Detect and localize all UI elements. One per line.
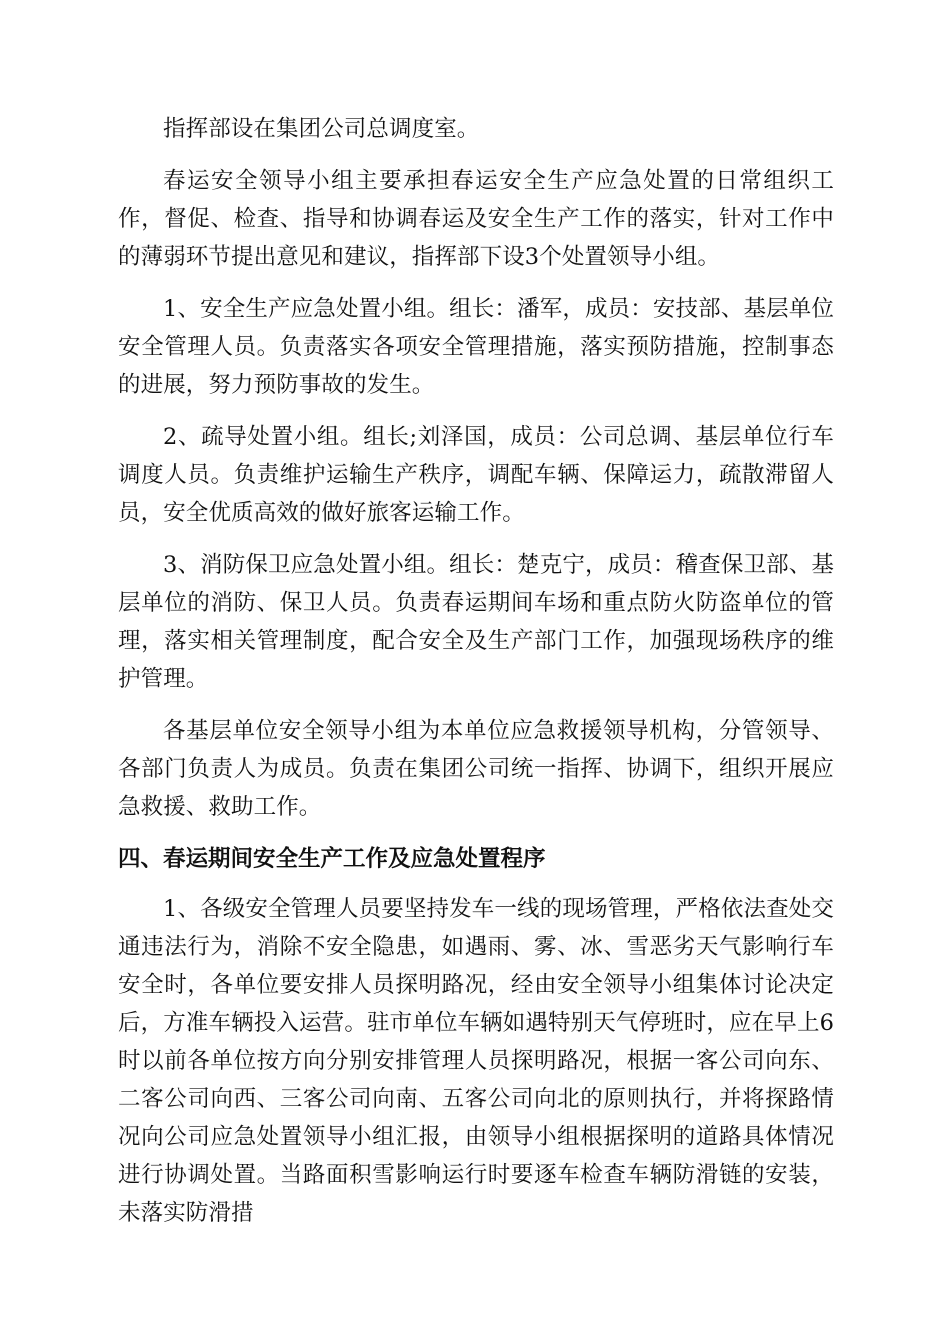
paragraph-command-location: 指挥部设在集团公司总调度室。 — [163, 116, 480, 142]
paragraph-fire-security-group: 3、消防保卫应急处置小组。组长：楚克宁，成员：稽查保卫部、基层单位的消防、保卫人员。负责春运期间车场和重点防火防盗单位的管理，落实相关管理制度，配合安全及生产部门工作，加强现场秩序的维护管理。 — [118, 552, 834, 692]
section-heading: 四、春运期间安全生产工作及应急处置程序 — [118, 846, 546, 872]
paragraph-unit-groups: 各基层单位安全领导小组为本单位应急救援领导机构，分管领导、各部门负责人为成员。负责在集团公司统一指挥、协调下，组织开展应急救援、救助工作。 — [118, 718, 834, 820]
paragraph-leadership-group: 春运安全领导小组主要承担春运安全生产应急处置的日常组织工作，督促、检查、指导和协调春运及安全生产工作的落实，针对工作中的薄弱环节提出意见和建议，指挥部下设3个处置领导小组。 — [118, 168, 834, 270]
document-body — [118, 110, 834, 1246]
paragraph-safety-group: 1、安全生产应急处置小组。组长：潘军，成员：安技部、基层单位安全管理人员。负责落实各项安全管理措施，落实预防措施，控制事态的进展，努力预防事故的发生。 — [118, 296, 834, 398]
paragraph-procedure-1: 1、各级安全管理人员要坚持发车一线的现场管理，严格依法查处交通违法行为，消除不安全隐患，如遇雨、雾、冰、雪恶劣天气影响行车安全时，各单位要安排人员探明路况，经由安全领导小组集体讨论决定后，方准车辆投入运营。驻市单位车辆如遇特别天气停班时，应在早上6时以前各单位按方向分别安排管理人员探明路况，根据一客公司向东、二客公司向西、三客公司向南、五客公司向北的原则执行，并将探路情况向公司应急处置领导小组汇报，由领导小组根据探明的道路具体情况进行协调处置。当路面积雪影响运行时要逐车检查车辆防滑链的安装，未落实防滑措 — [118, 896, 834, 1226]
paragraph-dispersal-group: 2、疏导处置小组。组长;刘泽国，成员：公司总调、基层单位行车调度人员。负责维护运输生产秩序，调配车辆、保障运力，疏散滞留人员，安全优质高效的做好旅客运输工作。 — [118, 424, 834, 526]
